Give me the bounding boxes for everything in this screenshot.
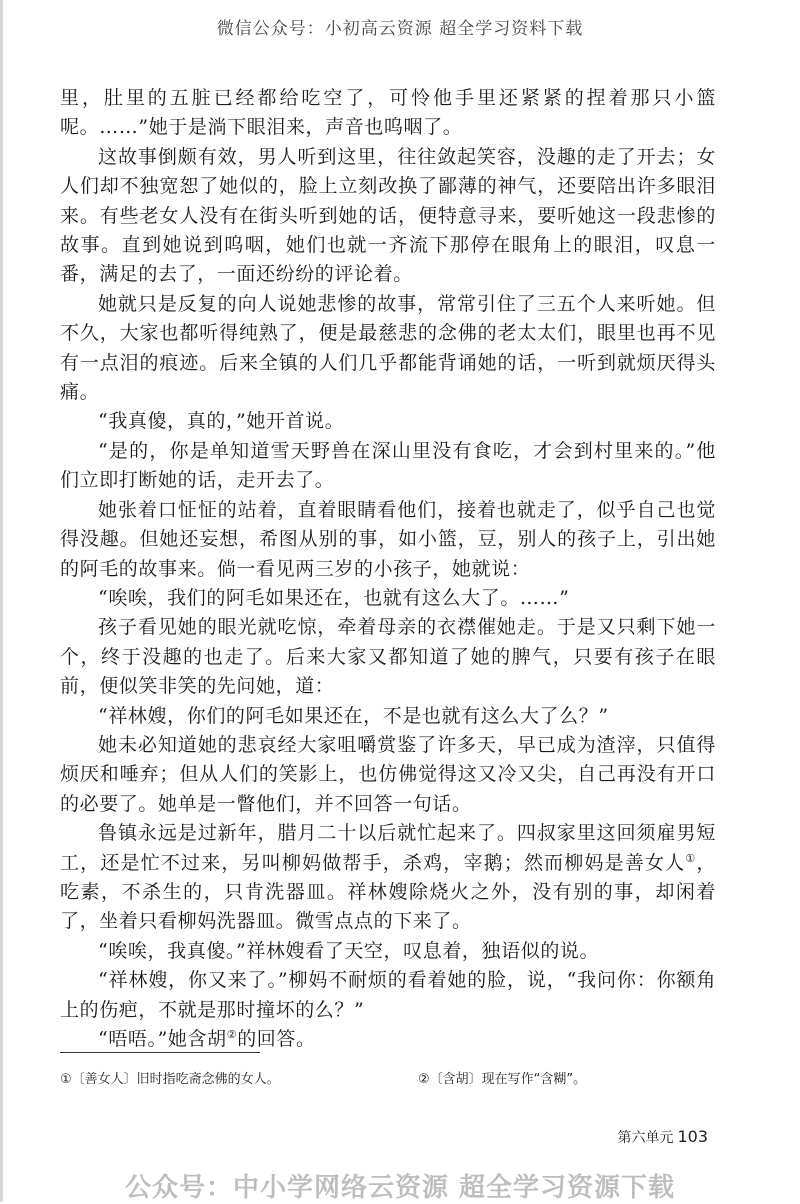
page-footer — [617, 1127, 708, 1147]
paragraph-11: 鲁镇永远是过新年，腊月二十以后就忙起来了。四叔家里这回须雇男短工，还是忙不过来，另叫柳妈做帮手，杀鸡，宰鹅；然而柳妈是善女人①，吃素，不杀生的，只肯洗器皿。祥林嫂除烧火之外，没有别的事，却闲着了，坐着只看柳妈洗器皿。微雪点点的下来了。 — [60, 822, 716, 933]
paragraph-12: “唉唉，我真傻。”祥林嫂看了天空，叹息着，独语似的说。 — [98, 939, 600, 962]
paragraph-13: “祥林嫂，你又来了。”柳妈不耐烦的看着她的脸，说，“我问你：你额角上的伤疤，不就是那时撞坏的么？” — [60, 969, 716, 1021]
top-watermark: 微信公众号：小初高云资源 超全学习资料下载 — [216, 19, 584, 39]
footnote-divider — [60, 1052, 260, 1053]
paragraph-9: “祥林嫂，你们的阿毛如果还在，不是也就有这么大了么？” — [98, 704, 609, 727]
paragraph-2: 这故事倒颇有效，男人听到这里，往往敛起笑容，没趣的走了开去；女人们却不独宽恕了她似的，脸上立刻改换了鄙薄的神气，还要陪出许多眼泪来。有些老女人没有在街头听到她的话，便特意寻来，要听她这一段悲惨的故事。直到她说到呜咽，她们也就一齐流下那停在眼角上的眼泪，叹息一番，满足的去了，一面还纷纷的评论着。 — [60, 145, 716, 286]
paragraph-6: 她张着口怔怔的站着，直着眼睛看他们，接着也就走了，似乎自己也觉得没趣。但她还妄想，希图从别的事，如小篮，豆，别人的孩子上，引出她的阿毛的故事来。倘一看见两三岁的小孩子，她就说： — [60, 498, 716, 580]
footnote-ref-1[interactable]: ① — [685, 851, 697, 865]
unit-label: 第六单元 — [617, 1130, 674, 1146]
page-edge — [0, 0, 3, 1202]
paragraph-7: “唉唉，我们的阿毛如果还在，也就有这么大了。……” — [98, 586, 570, 609]
paragraph-8: 孩子看见她的眼光就吃惊，牵着母亲的衣襟催她走。于是又只剩下她一个，终于没趣的也走了。后来大家又都知道了她的脾气，只要有孩子在眼前，便似笑非笑的先问她，道： — [60, 616, 716, 698]
footnote-ref-2[interactable]: ② — [226, 1028, 238, 1041]
bottom-watermark: 公众号：中小学网络云资源 超全学习资源下载 — [124, 1173, 676, 1203]
paragraph-4: “我真傻，真的，”她开首说。 — [98, 410, 345, 433]
body-text — [60, 84, 716, 1054]
footnote-2: ②〔含胡〕现在写作“含糊”。 — [418, 1072, 587, 1087]
paragraph-10: 她未必知道她的悲哀经大家咀嚼赏鉴了许多天，早已成为渣滓，只值得烦厌和唾弃；但从人们的笑影上，也仿佛觉得这又冷又尖，自己再没有开口的必要了。她单是一瞥他们，并不回答一句话。 — [60, 733, 716, 815]
page-number: 103 — [677, 1127, 708, 1146]
footnote-1: ①〔善女人〕旧时指吃斋念佛的女人。 — [60, 1072, 280, 1087]
paragraph-3: 她就只是反复的向人说她悲惨的故事，常常引住了三五个人来听她。但不久，大家也都听得纯熟了，便是最慈悲的念佛的老太太们，眼里也再不见有一点泪的痕迹。后来全镇的人们几乎都能背诵她的话，一听到就烦厌得头痛。 — [60, 292, 716, 404]
paragraph-5: “是的，你是单知道雪天野兽在深山里没有食吃，才会到村里来的。”他们立即打断她的话，走开去了。 — [60, 439, 716, 492]
paragraph-1: 里，肚里的五脏已经都给吃空了，可怜他手里还紧紧的捏着那只小篮呢。……”她于是淌下眼泪来，声音也呜咽了。 — [60, 87, 716, 139]
paragraph-14: “唔唔。”她含胡②的回答。 — [98, 1028, 316, 1050]
